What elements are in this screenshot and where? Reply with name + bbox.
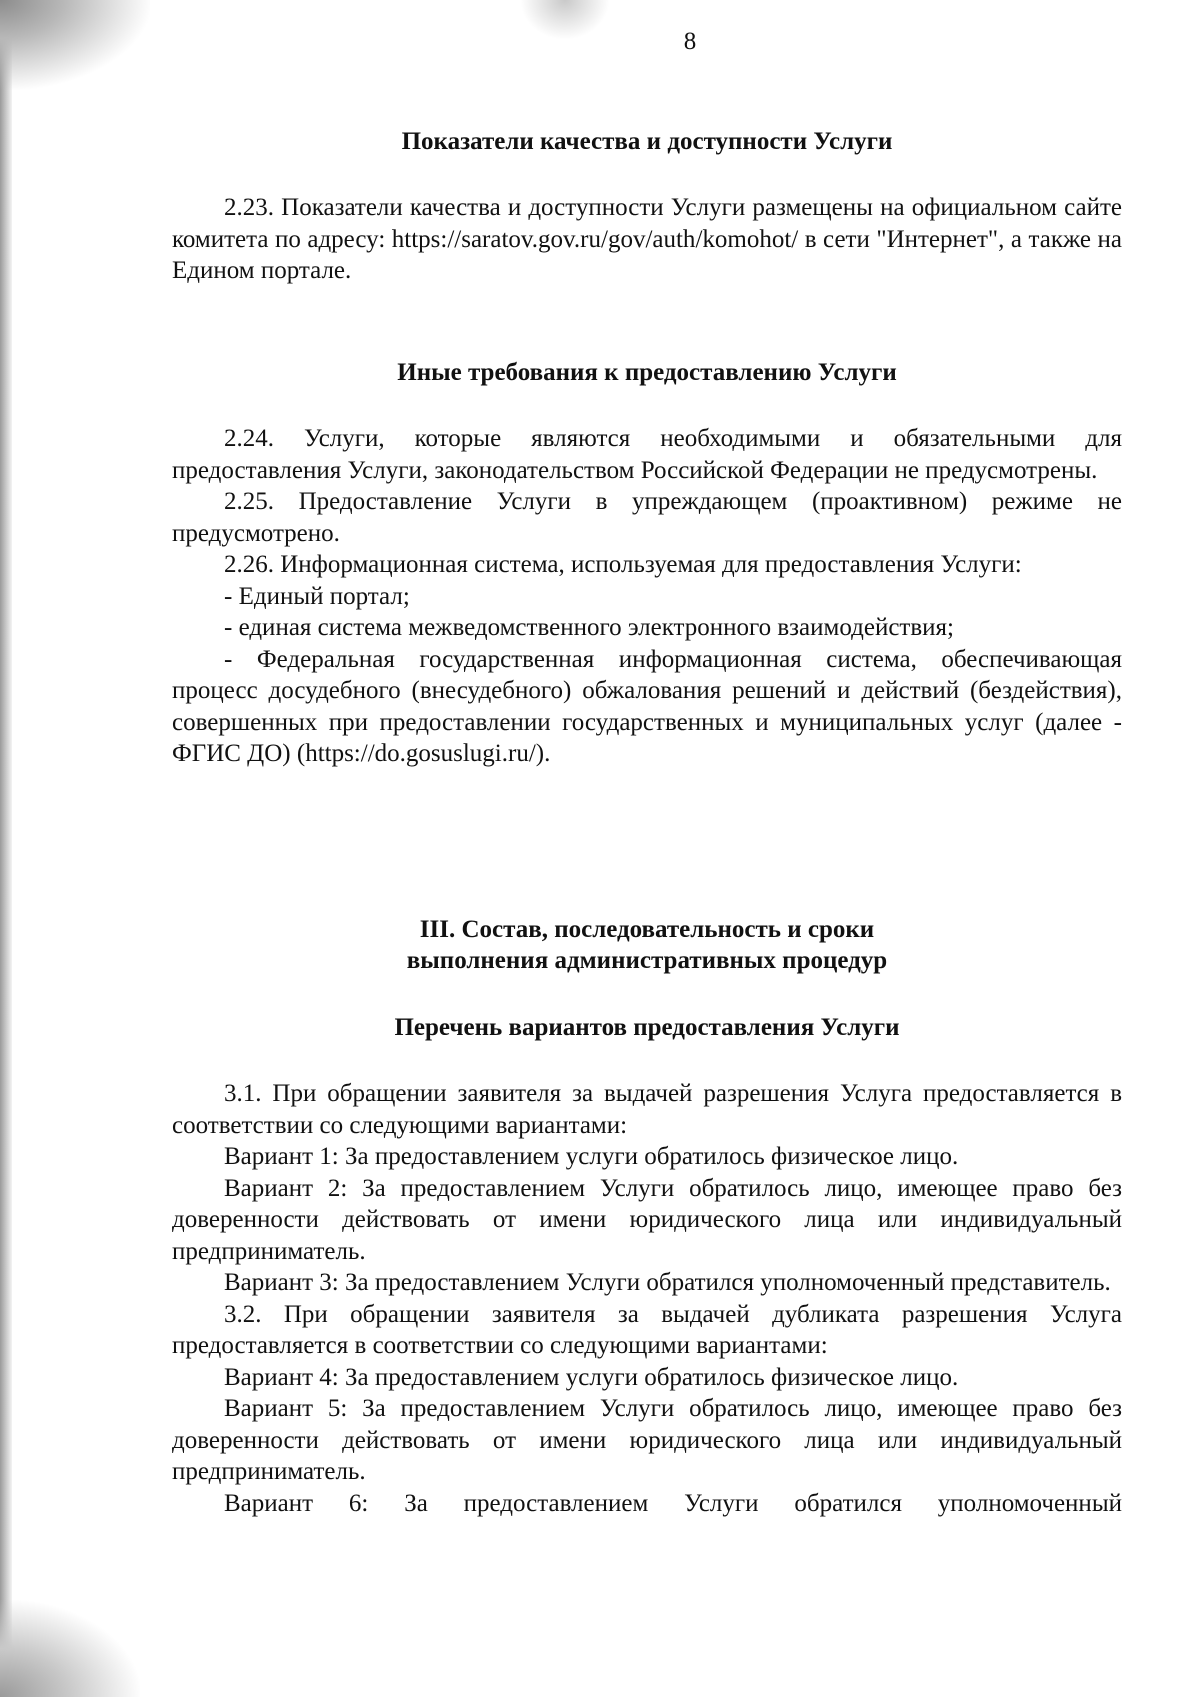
variant-6: Вариант 6: За предоставлением Услуги обратился уполномоченный bbox=[224, 1489, 1122, 1517]
variant-1: Вариант 1: За предоставлением услуги обратилось физическое лицо. bbox=[224, 1143, 959, 1170]
heading-variants-list: Перечень вариантов предоставления Услуги bbox=[394, 1014, 900, 1041]
variant-4: Вариант 4: За предоставлением услуги обратилось физическое лицо. bbox=[224, 1363, 959, 1391]
list-item-portal: - Единый портал; bbox=[224, 582, 410, 610]
paragraph-2-26: 2.26. Информационная система, используемая для предоставления Услуги: bbox=[224, 551, 1022, 578]
paragraph-2-25: 2.25. Предоставление Услуги в упреждающем (проактивном) режиме не предусмотрено. bbox=[172, 488, 1122, 547]
paragraph-3-2: 3.2. При обращении заявителя за выдачей дубликата разрешения Услуга предоставляется в соответствии со следующими вариантами: bbox=[172, 1300, 1122, 1359]
block-2-23 bbox=[172, 192, 1122, 287]
heading-other-requirements: Иные требования к предоставлению Услуги bbox=[397, 359, 897, 386]
variant-3: Вариант 3: За предоставлением Услуги обратился уполномоченный представитель. bbox=[224, 1269, 1111, 1296]
heading-section-iii bbox=[172, 914, 1122, 976]
scan-edge-left bbox=[0, 0, 12, 1697]
list-item-smev: - единая система межведомственного электронного взаимодействия; bbox=[224, 614, 954, 641]
paragraph-2-24: 2.24. Услуги, которые являются необходимыми и обязательными для предоставления Услуги, законодательством Российской Федерации не предусмотрены. bbox=[172, 425, 1122, 484]
page-number: 8 bbox=[683, 28, 697, 55]
scan-shadow-bottom-left bbox=[0, 1600, 140, 1697]
paragraph-2-23: 2.23. Показатели качества и доступности Услуги размещены на официальном сайте комитета по адресу: https://saratov.gov.ru/gov/auth/komohot/ в сети "Интернет", а также на Едином портале. bbox=[172, 194, 1122, 284]
block-2-24-2-26 bbox=[172, 423, 1122, 770]
list-item-fgis-do: - Федеральная государственная информационная система, обеспечивающая процесс досудебного (внесудебного) обжалования решений и действий (бездействия), совершенных при предоставлении государственных и муниципальных услуг (далее - ФГИС ДО) (https://do.gosuslugi.ru/). bbox=[172, 645, 1122, 767]
variant-5: Вариант 5: За предоставлением Услуги обратилось лицо, имеющее право без доверенности действовать от имени юридического лица или индивидуальный предприниматель. bbox=[172, 1395, 1122, 1485]
heading-section-iii-line-2: выполнения административных процедур bbox=[406, 947, 888, 974]
variant-2: Вариант 2: За предоставлением Услуги обратилось лицо, имеющее право без доверенности действовать от имени юридического лица или индивидуальный предприниматель. bbox=[172, 1174, 1122, 1265]
block-3-1-3-2 bbox=[172, 1078, 1122, 1519]
heading-section-iii-line-1: III. Состав, последовательность и сроки bbox=[419, 916, 875, 943]
heading-quality-indicators: Показатели качества и доступности Услуги bbox=[401, 128, 893, 155]
paragraph-3-1: 3.1. При обращении заявителя за выдачей разрешения Услуга предоставляется в соответствии со следующими вариантами: bbox=[172, 1080, 1122, 1139]
